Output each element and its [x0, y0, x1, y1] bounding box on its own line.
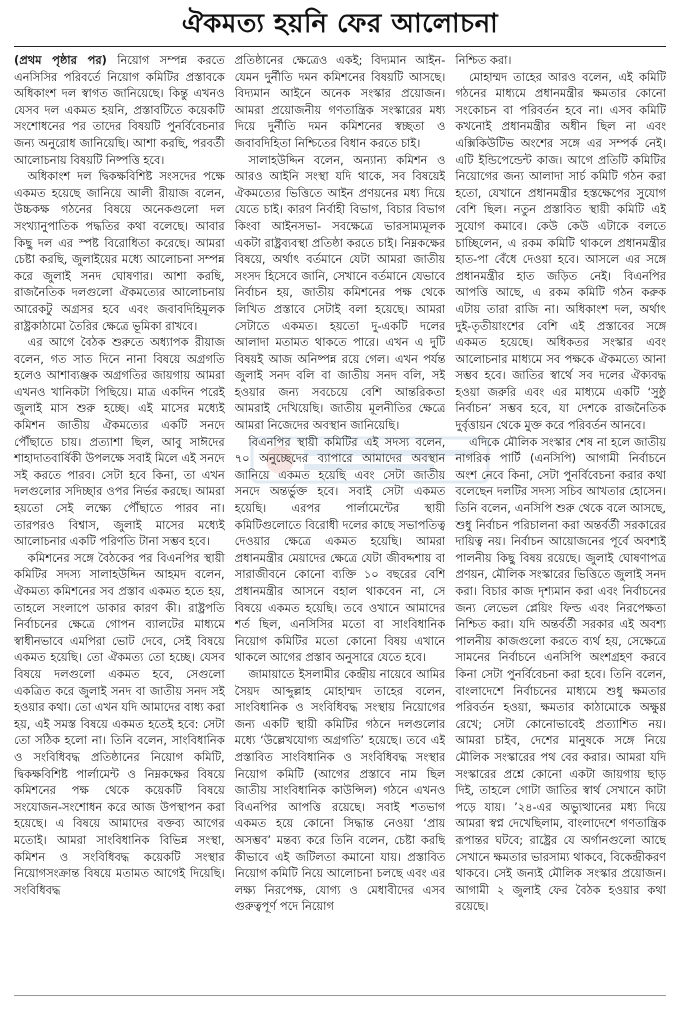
- paragraph: এর আগে বৈঠক শুরুতে অধ্যাপক রীয়াজ বলেন, গত সাত দিনে নানা বিষয়ে অগ্রগতি হলেও আশাব্যঞ্জক অগ্রগতির জায়গায় আমরা এখনও খানিকটা পিছিয়ে। মাত্র একদিন পরেই জুলাই মাস শুরু হচ্ছে। এই মাসের মধ্যেই কমিশন জাতীয় ঐকমত্যের একটি সনদে পৌঁছাতে চায়। প্রত্যাশা ছিল, আবু সাঈদের শাহাদাতবার্ষিকী উপলক্ষে সবাই মিলে এই সনদে সই করতে পারব। সেটা হবে কিনা, তা এখন দলগুলোর সদিচ্ছার ওপর নির্ভর করছে। আমরা হয়তো সেই লক্ষ্যে পৌঁছাতে পারব না। তারপরও বিশ্বাস, জুলাই মাসের মধ্যেই আলোচনার একটি পরিণতি টানা সম্ভব হবে।: [14, 335, 225, 549]
- paragraph: সালাহউদ্দিন বলেন, অন্যান্য কমিশন ও আরও আইনি সংস্থা যদি থাকে, সব বিষয়েই ঐকমত্যের ভিত্তিতে আইন প্রণয়নের মধ্য দিয়ে যেতে চাই। কারণ নির্বাহী বিভাগ, বিচার বিভাগ কিংবা আইনসভা- সবক্ষেত্রে ভারসাম্যমূলক একটা রাষ্ট্রব্যবস্থা প্রতিষ্ঠা করতে চাই। নিম্নকক্ষের বিষয়ে, অর্থাৎ বর্তমানে যেটা আমরা জাতীয় সংসদ হিসেবে জানি, সেখানে বর্তমানে যেভাবে নির্বাচন হয়, জাতীয় কমিশনের পক্ষ থেকে লিখিত প্রস্তাবে সেটাই বলা হয়েছে। আমরা সেটাতে একমত। হয়তো দু-একটি দলের আলাদা মতামত থাকতে পারে। এখন এ দুটি বিষয়ই আজ অনিষ্পন্ন রয়ে গেল। এখন পর্যন্ত জুলাই সনদ বলি বা জাতীয় সনদ বলি, সই হওয়ার জন্য সবচেয়ে বেশি আন্তরিকতা আমরাই দেখিয়েছি। জাতীয় মূলনীতির ক্ষেত্রে আমরা নিজেদের অবস্থান জানিয়েছি।: [234, 152, 446, 433]
- paragraph: এদিকে মৌলিক সংস্কার শেষ না হলে জাতীয় নাগরিক পার্টি (এনসিপি) আগামী নির্বাচনে অংশ নেবে কিনা, সেটা পুনর্বিবেচনা করার কথা বলেছেন দলটির সদস্য সচিব আখতার হোসেন। তিনি বলেন, এনসিপি শুরু থেকে বলে আসছে, শুধু নির্বাচন পরিচালনা করা অন্তর্বর্তী সরকারের দায়িত্ব নয়। নির্বাচন আয়োজনের পূর্বে অবশ্যই পালনীয় কিছু বিষয় রয়েছে। জুলাই ঘোষণাপত্র প্রণয়ন, মৌলিক সংস্কারের ভিত্তিতে জুলাই সনদ করা। বিচার কাজ দৃশ্যমান করা এবং নির্বাচনের জন্য লেভেল প্লেয়িং ফিল্ড এবং নিরপেক্ষতা নিশ্চিত করা। যদি অন্তর্বর্তী সরকার এই অবশ্য পালনীয় কাজগুলো করতে ব্যর্থ হয়, সেক্ষেত্রে সামনের নির্বাচনে এনসিপি অংশগ্রহণ করবে কিনা সেটা পুনর্বিবেচনা করা হবে। তিনি বলেন, বাংলাদেশে নির্বাচনের মাধ্যমে শুধু ক্ষমতার পরিবর্তন হওয়া, ক্ষমতার কাঠামোকে অক্ষুণ্ণ রেখে; সেটা কোনোভাবেই প্রত্যাশিত নয়। আমরা চাইব, দেশের মানুষকে সঙ্গে নিয়ে মৌলিক সংস্কারের পথ বের করার। আমরা যদি সংস্কারের প্রশ্নে কোনো একটা জায়গায় ছাড় দিই, তাহলে গোটা জাতির স্বার্থ সেখানে কাটা পড়ে যায়। ’২৪-এর অভ্যুত্থানের মধ্য দিয়ে আমরা স্বপ্ন দেখেছিলাম, বাংলাদেশে গণতান্ত্রিক রূপান্তর ঘটবে; রাষ্ট্রের যে অর্গানগুলো আছে সেখানে ক্ষমতার ভারসাম্য থাকবে, বিকেন্দ্রীকরণ থাকবে। সেই জন্যই মৌলিক সংস্কার প্রয়োজন। আগামী ২ জুলাই ফের বৈঠক হওয়ার কথা রয়েছে।: [455, 434, 667, 914]
- page-bottom-rule: [14, 995, 666, 1002]
- continuation-marker: (প্রথম পৃষ্ঠার পর): [14, 53, 107, 67]
- paragraph: বিএনপির স্থায়ী কমিটির এই সদস্য বলেন, ৭০ অনুচ্ছেদের ব্যাপারে আমাদের অবস্থান জানিয়ে একমত হয়েছি এবং সেটা জাতীয় সনদে অন্তর্ভুক্ত হবে। সবাই সেটা একমত হয়েছি। এরপর পার্লামেন্টের স্থায়ী কমিটিগুলোতে বিরোধী দলের কাছে সভাপতিত্ব দেওয়ার ক্ষেত্রে একমত হয়েছি। আমরা প্রধানমন্ত্রীর মেয়াদের ক্ষেত্রে যেটা জীবদ্দশায় বা সারাজীবনে কোনো ব্যক্তি ১০ বছরের বেশি প্রধানমন্ত্রীর আসনে বহাল থাকবেন না, সে বিষয়ে একমত হয়েছি। তবে ওখানে আমাদের শর্ত ছিল, এনসিসির মতো বা সাংবিধানিক নিয়োগ কমিটির মতো কোনো বিষয় এখানে থাকলে আগের প্রস্তাব অনুসারে যেতে হবে।: [234, 434, 446, 665]
- paragraph: [14, 52, 225, 168]
- headline-rule: [14, 46, 666, 47]
- article-headline: ঐকমত্য হয়নি ফের আলোচনা: [181, 9, 499, 39]
- article-column-1: [14, 52, 225, 987]
- paragraph: মোহাম্মদ তাহের আরও বলেন, এই কমিটি গঠনের মাধ্যমে প্রধানমন্ত্রীর ক্ষমতার কোনো সংকোচন বা পরিবর্তন হবে না। এসব কমিটি কখনোই প্রধানমন্ত্রীর অধীন ছিল না এবং এক্সিকিউটিভ অংশের সঙ্গে এর সম্পর্ক নেই। এটি ইন্ডিপেন্ডেন্ট কাজ। আগে প্রতিটি কমিটির নিয়োগের জন্য আলাদা সার্চ কমিটি গঠন করা হতো, যেখানে প্রধানমন্ত্রীর হস্তক্ষেপের সুযোগ বেশি ছিল। নতুন প্রস্তাবিত স্থায়ী কমিটি এই সুযোগ কমাবে। কেউ কেউ এটাকে বলতে চাচ্ছিলেন, এ রকম কমিটি থাকলে প্রধানমন্ত্রীর হাত-পা বেঁধে দেওয়া হবে। আসলে এর সঙ্গে প্রধানমন্ত্রীর হাত জড়িত নেই। বিএনপির আপত্তি আছে, এ রকম কমিটি গঠন করুক এটায় তারা রাজি না। অধিকাংশ দল, অর্থাৎ দুই-তৃতীয়াংশের বেশি এই প্রস্তাবের সঙ্গে একমত হয়েছে। অধিকতর সংস্কার এবং আলোচনার মাধ্যমে সব পক্ষকে ঐকমত্যে আনা সম্ভব হবে। জাতির স্বার্থে সব দলের ঐক্যবদ্ধ হওয়া জরুরি এবং এর মাধ্যমে একটি ‘সুষ্ঠু নির্বাচন’ সম্ভব হবে, যা দেশকে রাজনৈতিক দুর্বৃত্তায়ন থেকে মুক্ত করে পরিবর্তন আনবে।: [455, 69, 667, 433]
- paragraph-text: নিয়োগ সম্পন্ন করতে এনসিসির পরিবর্তে নিয়োগ কমিটির প্রস্তাবকে অধিকাংশ দল স্বাগত জানিয়েছে। কিন্তু এখনও যেসব দল একমত হয়নি, প্রস্তাবটিতে কয়েকটি সংশোধনের পর তাদের বিষয়টি পুনর্বিবেচনার জন্য অনুরোধ জানিয়েছি। আশা করছি, পরবর্তী আলোচনায় বিষয়টি নিষ্পত্তি হবে।: [14, 53, 225, 167]
- paragraph: প্রতিষ্ঠানের ক্ষেত্রেও একই; বিদ্যমান আইন- যেমন দুর্নীতি দমন কমিশনের বিষয়টি আসছে। বিদ্যমান আইনে অনেক সংস্কার প্রয়োজন। আমরা প্রয়োজনীয় গণতান্ত্রিক সংস্কারের মধ্য দিয়ে দুর্নীতি দমন কমিশনের স্বচ্ছতা ও জবাবদিহিতা নিশ্চিতের বিধান করতে চাই।: [234, 53, 446, 150]
- paragraph: কমিশনের সঙ্গে বৈঠকের পর বিএনপির স্থায়ী কমিটির সদস্য সালাহউদ্দিন আহমদ বলেন, ঐকমত্য কমিশনের সব প্রস্তাব একমত হতে হয়, তাহলে সংলাপে ডাকার কারণ কী। রাষ্ট্রপতি নির্বাচনের ক্ষেত্রে গোপন ব্যালটের মাধ্যমে স্বাধীনভাবে এমপিরা ভোট দেবে, সেই বিষয়ে একমত হয়েছি। তো ঐকমত্য তো হচ্ছে। যেসব বিষয়ে দলগুলো একমত হবে, সেগুলো একত্রিত করে জুলাই সনদ বা জাতীয় সনদ সই হওয়ার কথা। তো এখন যদি আমাদের বাধ্য করা হয়, এই সমস্ত বিষয়ে একমত হতেই হবে: সেটা তো সঠিক হলো না। তিনি বলেন, সাংবিধানিক ও সংবিধিবদ্ধ প্রতিষ্ঠানের নিয়োগ কমিটি, দ্বিকক্ষবিশিষ্ট পার্লামেন্ট ও নিম্নকক্ষের বিষয়ে কমিশনের পক্ষ থেকে কয়েকটি বিষয়ে সংযোজন-সংশোধন করে আজ উপস্থাপন করা হয়েছে। এ বিষয়ে আমাদের বক্তব্য আগের মতোই। আমরা সাংবিধানিক বিভিন্ন সংস্থা, কমিশন ও সংবিধিবদ্ধ কয়েকটি সংস্থার নিয়োগসংক্রান্ত বিষয়ে মতামত আগেই দিয়েছি। সংবিধিবদ্ধ: [14, 550, 225, 897]
- paragraph: জামায়াতে ইসলামীর কেন্দ্রীয় নায়েবে আমির সৈয়দ আব্দুল্লাহ মোহাম্মদ তাহের বলেন, সাংবিধানিক ও সংবিধিবদ্ধ সংস্থায় নিয়োগের জন্য একটি স্থায়ী কমিটির গঠনে দলগুলোর মধ্যে ‘উল্লেখযোগ্য অগ্রগতি’ হয়েছে। তবে এই প্রস্তাবিত সাংবিধানিক ও সংবিধিবদ্ধ সংস্থার নিয়োগ কমিটি (আগের প্রস্তাবে নাম ছিল জাতীয় সাংবিধানিক কাউন্সিল) গঠনে এখনও বিএনপির আপত্তি রয়েছে। সবাই শতভাগ একমত হয়ে কোনো সিদ্ধান্ত নেওয়া ‘প্রায় অসম্ভব’ মন্তব্য করে তিনি বলেন, চেষ্টা করছি কীভাবে এই জটিলতা কমানো যায়। প্রস্তাবিত নিয়োগ কমিটি নিয়ে আলোচনা চলছে এবং এর লক্ষ্য নিরপেক্ষ, যোগ্য ও মেধাবীদের এসব গুরুত্বপূর্ণ পদে নিয়োগ: [234, 666, 446, 914]
- article-columns: [14, 52, 666, 987]
- article-column-2: [235, 52, 446, 987]
- article-column-3: [455, 52, 666, 987]
- paragraph: অধিকাংশ দল দ্বিকক্ষবিশিষ্ট সংসদের পক্ষে একমত হয়েছে জানিয়ে আলী রীয়াজ বলেন, উচ্চকক্ষ গঠনের বিষয়ে অনেকগুলো দল সংখ্যানুপাতিক পদ্ধতির কথা বলেছে। আবার কিছু দল এর স্পষ্ট বিরোধিতা করেছে। আমরা চেষ্টা করছি, জুলাইয়ের মধ্যে আলোচনা সম্পন্ন করে জুলাই সনদ ঘোষণার। আশা করছি, রাজনৈতিক দলগুলো ঐকমত্যের আলোচনায় আরেকটু অগ্রসর হবে এবং জবাবদিহিমূলক রাষ্ট্রকাঠামো তৈরির ক্ষেত্রে ভূমিকা রাখবে।: [14, 169, 225, 333]
- paragraph: নিশ্চিত করা।: [455, 53, 512, 67]
